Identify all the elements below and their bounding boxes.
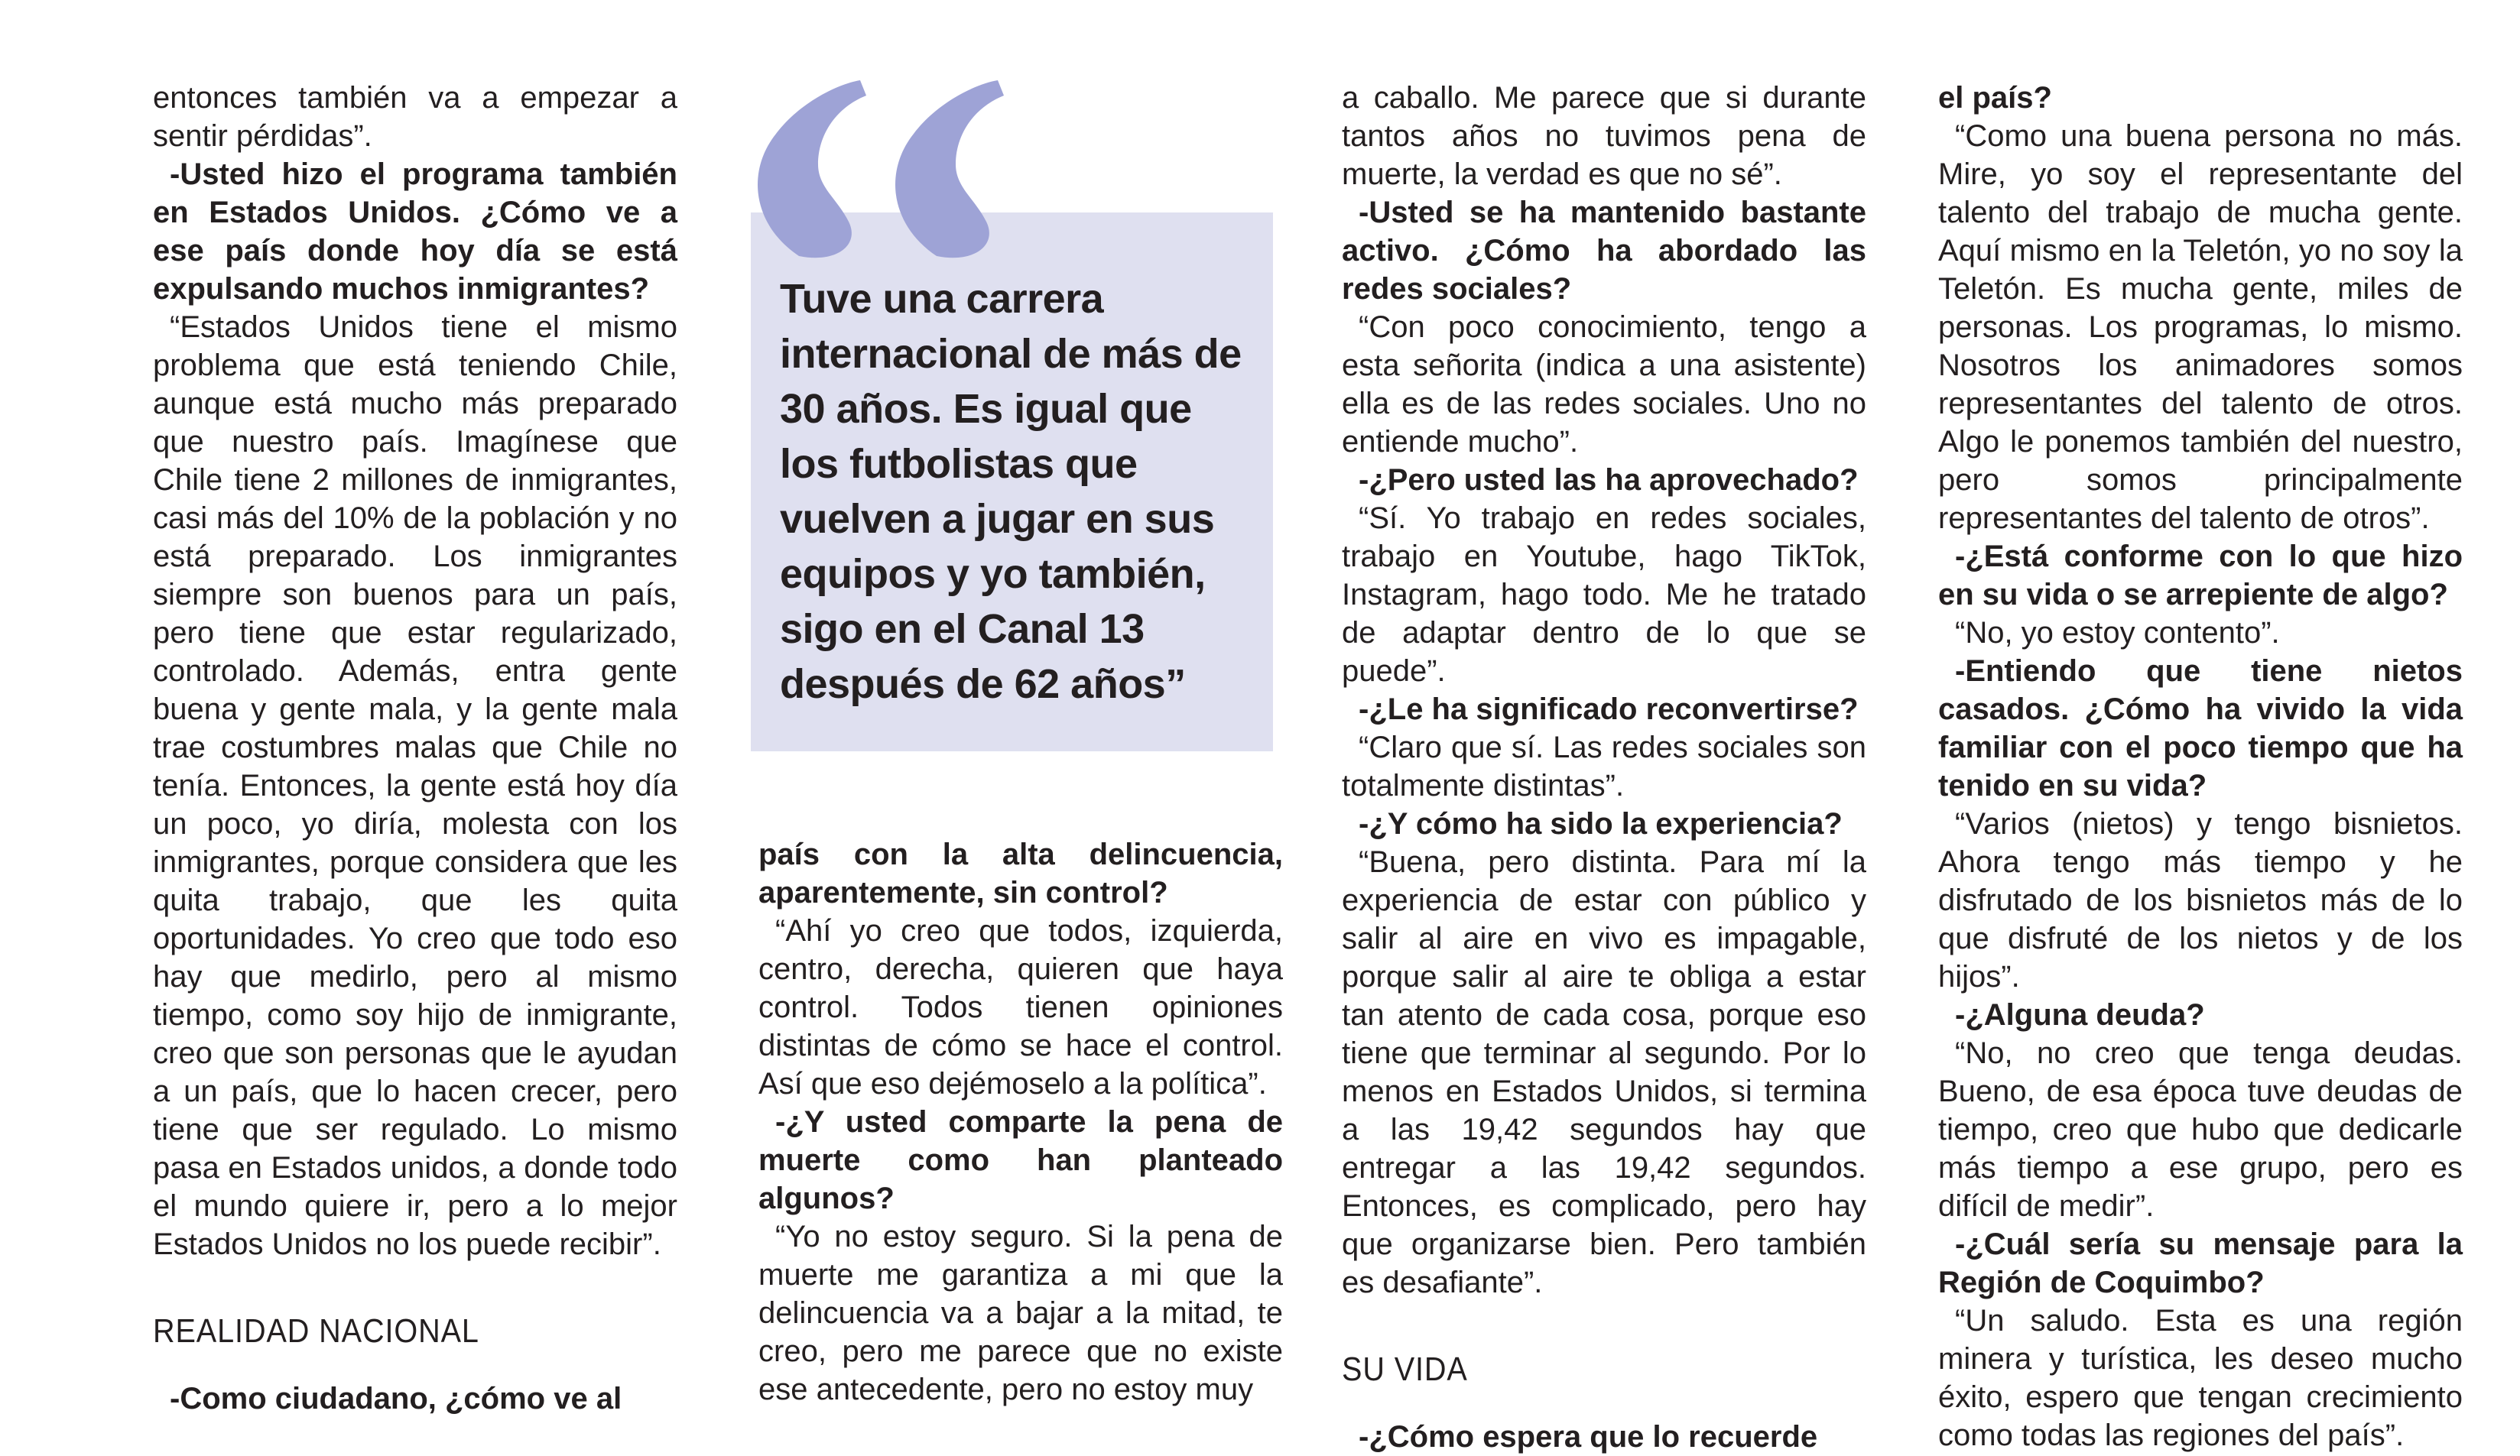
interview-question: -Usted hizo el programa también en Estados Unidos. ¿Cómo ve a ese país donde hoy día se está expulsando muchos inmigrantes?: [153, 157, 677, 306]
interview-question: -¿Y cómo ha sido la experiencia?: [1359, 807, 1843, 841]
interview-question: -¿Está conforme con lo que hizo en su vida o se arrepiente de algo?: [1938, 540, 2463, 611]
pullquote-text: Tuve una carrera internacional de más de 30 años. Es igual que los futbolistas que vuelven a jugar en sus equipos y yo también, sigo en el Canal 13 después de 62 años”: [780, 276, 1242, 707]
interview-question-continued: el país?: [1938, 81, 2052, 115]
paragraph: entonces también va a empezar a sentir pérdidas”.: [153, 81, 677, 153]
interview-question: -Como ciudadano, ¿cómo ve al: [170, 1382, 622, 1415]
interview-answer: “Como una buena persona no más. Mire, yo soy el representante del talento del trabajo de mucha gente. Aquí mismo en la Teletón, yo no soy la Teletón. Es mucha gente, miles de personas. Los programas, lo mismo. Nosotros los animadores somos representantes del talento de otros. Algo le ponemos también del nuestro, pero somos principalmente representantes del talento de otros”.: [1938, 119, 2463, 535]
interview-answer: “No, yo estoy contento”.: [1955, 616, 2280, 650]
interview-question: -¿Pero usted las ha aprovechado?: [1359, 463, 1859, 497]
interview-question: -¿Cómo espera que lo recuerde: [1359, 1420, 1818, 1454]
article-column-3: [1342, 79, 1866, 1456]
article-column-4: [1938, 79, 2463, 1454]
interview-answer: “Buena, pero distinta. Para mí la experiencia de estar con público y salir al aire en vivo es impagable, porque salir al aire te obliga a estar tan atento de cada cosa, porque eso tiene que terminar al segundo. Por lo menos en Estados Unidos, si termina a las 19,42 segundos hay que entregar a las 19,42 segundos. Entonces, es complicado, pero hay que organizarse bien. Pero también es desafiante”.: [1342, 845, 1866, 1299]
interview-answer: “Con poco conocimiento, tengo a esta señorita (indica a una asistente) ella es de las redes sociales. Uno no entiende mucho”.: [1342, 310, 1866, 459]
quotation-mark-icon: [745, 73, 1005, 271]
paragraph: a caballo. Me parece que si durante tantos años no tuvimos pena de muerte, la verdad es que no sé”.: [1342, 81, 1866, 191]
article-column-2: [758, 835, 1283, 1409]
interview-answer: “Yo no estoy seguro. Si la pena de muerte me garantiza a mi que la delincuencia va a bajar a la mitad, te creo, pero me parece que no existe ese antecedente, pero no estoy muy: [758, 1220, 1283, 1406]
interview-question: -¿Cuál sería su mensaje para la Región de Coquimbo?: [1938, 1227, 2463, 1299]
interview-answer: “Sí. Yo trabajo en redes sociales, trabajo en Youtube, hago TikTok, Instagram, hago todo. Me he tratado de adaptar dentro de lo que se puede”.: [1342, 501, 1866, 688]
interview-answer: “Estados Unidos tiene el mismo problema que está teniendo Chile, aunque está mucho más preparado que nuestro país. Imagínese que Chile tiene 2 millones de inmigrantes, casi más del 10% de la población y no está preparado. Los inmigrantes siempre son buenos para un país, pero tiene que estar regularizado, controlado. Además, entra gente buena y gente mala, y la gente mala trae costumbres malas que Chile no tenía. Entonces, la gente está hoy día un poco, yo diría, molesta con los inmigrantes, porque considera que les quita trabajo, que les quita oportunidades. Yo creo que todo eso hay que medirlo, pero al mismo tiempo, como soy hijo de inmigrante, creo que son personas que le ayudan a un país, que lo hacen crecer, pero tiene que ser regulado. Lo mismo pasa en Estados unidos, a donde todo el mundo quiere ir, pero a lo mejor Estados Unidos no los puede recibir”.: [153, 310, 677, 1261]
interview-question: -¿Le ha significado reconvertirse?: [1359, 692, 1859, 726]
section-heading: SU VIDA: [1342, 1351, 1468, 1388]
interview-answer: “Ahí yo creo que todos, izquierda, centro, derecha, quieren que haya control. Todos tienen opiniones distintas de cómo se hace el control. Así que eso dejémoselo a la política”.: [758, 914, 1283, 1101]
interview-question: -¿Y usted comparte la pena de muerte como han planteado algunos?: [758, 1105, 1283, 1215]
interview-answer: “Claro que sí. Las redes sociales son totalmente distintas”.: [1342, 731, 1866, 803]
interview-question: -Usted se ha mantenido bastante activo. ¿Cómo ha abordado las redes sociales?: [1342, 196, 1866, 306]
interview-answer: “No, no creo que tenga deudas. Bueno, de esa época tuve deudas de tiempo, creo que hubo que dedicarle más tiempo a ese grupo, pero es difícil de medir”.: [1938, 1036, 2463, 1223]
interview-question-continued: país con la alta delincuencia, aparentemente, sin control?: [758, 838, 1283, 910]
interview-question: -Entiendo que tiene nietos casados. ¿Cómo ha vivido la vida familiar con el poco tiempo que ha tenido en su vida?: [1938, 654, 2463, 803]
quotation-mark-right: [895, 80, 1004, 258]
section-heading: REALIDAD NACIONAL: [153, 1312, 479, 1350]
interview-answer: “Un saludo. Esta es una región minera y turística, les deseo mucho éxito, espero que tengan crecimiento como todas las regiones del país”.: [1938, 1304, 2463, 1452]
article-column-1: [153, 79, 677, 1418]
interview-answer: “Varios (nietos) y tengo bisnietos. Ahora tengo más tiempo y he disfrutado de los bisnietos más de lo que disfruté de los nietos y de los hijos”.: [1938, 807, 2463, 994]
quotation-mark-left: [758, 80, 866, 258]
interview-question: -¿Alguna deuda?: [1955, 998, 2205, 1032]
